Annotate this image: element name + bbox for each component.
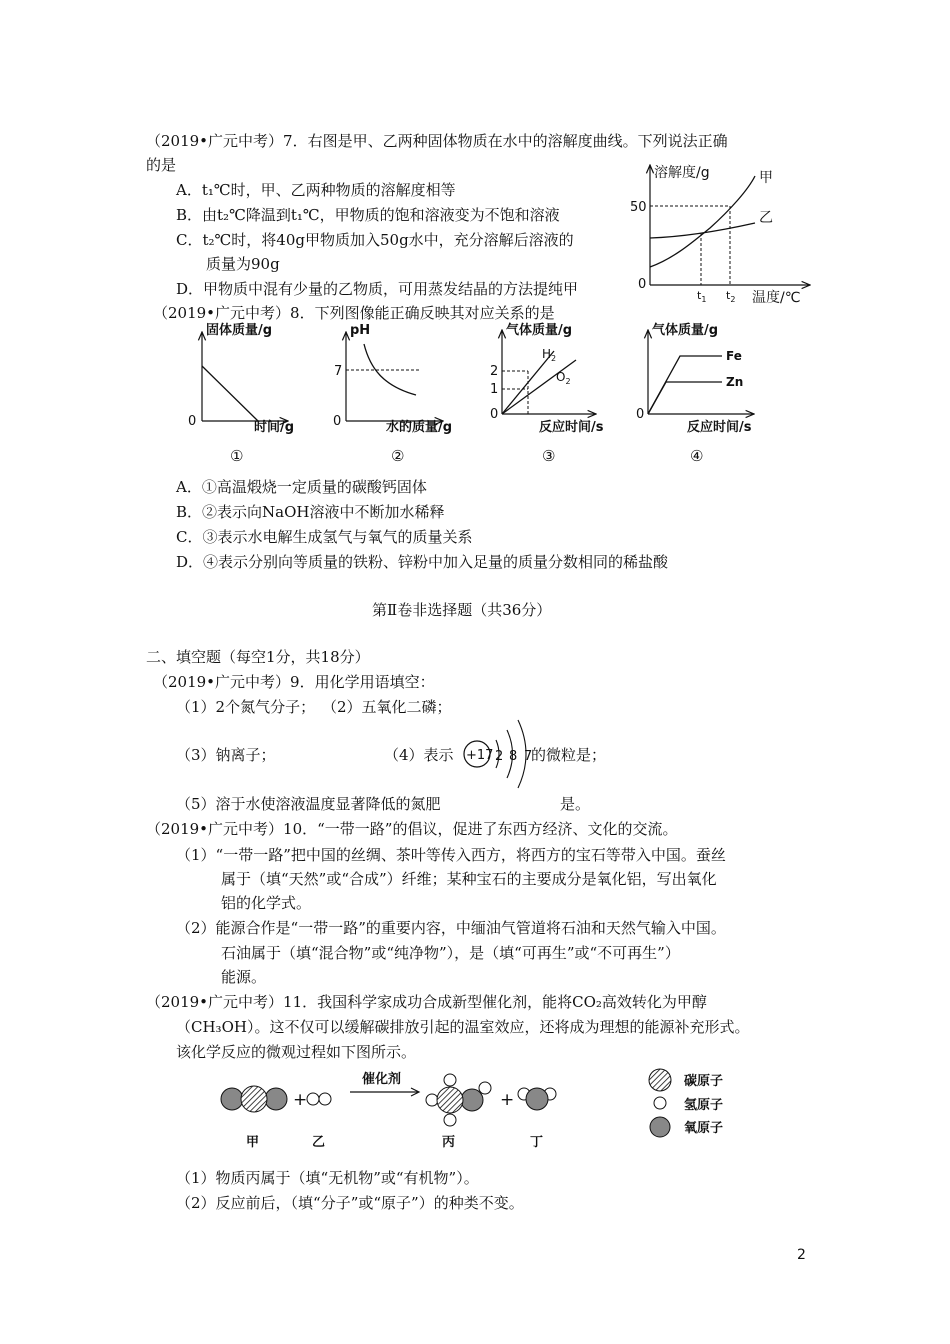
q8-option-b: B．②表示向NaOH溶液中不断加水稀释 — [176, 503, 445, 521]
graph-1 — [168, 318, 308, 468]
graph-3-number: ③ — [542, 447, 556, 465]
section-title: 第Ⅱ卷非选择题（共36分） — [372, 601, 552, 619]
q9-part5-end: 是。 — [560, 795, 591, 813]
q11-part2: （2）反应前后，（填“分子”或“原子”）的种类不变。 — [176, 1194, 524, 1212]
graph-3-ylabel: 气体质量/g — [506, 323, 573, 338]
legend-oxygen: 氧原子 — [684, 1121, 724, 1136]
graph-3-o2-label: $O_2$ — [556, 370, 571, 386]
q10-part1-line1: （1）“一带一路”把中国的丝绸、茶叶等传入西方，将西方的宝石等带入中国。蚕丝 — [176, 846, 726, 864]
y-axis-label: 溶解度/g — [654, 165, 710, 181]
section-heading: 二、填空题（每空1分，共18分） — [146, 648, 370, 666]
graph-1-line — [202, 366, 258, 421]
graph-1-number: ① — [230, 447, 244, 465]
graph-4-zn-line — [648, 382, 722, 414]
graph-3-tick2: 2 — [490, 364, 499, 379]
q8-stem: （2019•广元中考）8．下列图像能正确反映其对应关系的是 — [153, 304, 555, 322]
molecule-jia — [221, 1086, 287, 1112]
reaction-diagram — [210, 1066, 770, 1158]
q7-option-d: D．甲物质中混有少量的乙物质，可用蒸发结晶的方法提纯甲 — [176, 280, 579, 298]
shell-2-electrons: 8 — [509, 749, 518, 764]
q9-part4-prefix: （4）表示 — [384, 746, 454, 764]
q7-stem-line2: 的是 — [146, 156, 177, 174]
legend-carbon-swatch — [649, 1069, 671, 1091]
molecule-bing — [426, 1074, 491, 1126]
legend-hydrogen: 氢原子 — [684, 1098, 724, 1113]
label-bing: 丙 — [442, 1135, 456, 1150]
legend-oxygen-swatch — [650, 1117, 670, 1137]
graph-2-ylabel: pH — [350, 323, 371, 338]
q10-part1-line2: 属于（填“天然”或“合成”）纤维；某种宝石的主要成分是氧化铝，写出氧化 — [221, 870, 717, 888]
q8-option-c: C．③表示水电解生成氢气与氧气的质量关系 — [176, 528, 473, 546]
q7-stem-line1: （2019•广元中考）7．右图是甲、乙两种固体物质在水中的溶解度曲线。下列说法正确 — [146, 132, 728, 150]
graph-2-xlabel: 水的质量/g — [386, 420, 453, 435]
label-ding: 丁 — [530, 1135, 544, 1150]
x-tick-t2: $t_2$ — [726, 289, 736, 304]
shell-3-electrons: 7 — [524, 749, 533, 764]
graph-3-xlabel: 反应时间/s — [539, 420, 604, 435]
q9-part3: （3）钠离子； — [176, 746, 276, 764]
legend-carbon: 碳原子 — [684, 1074, 724, 1089]
x-tick-t1: $t_1$ — [697, 289, 707, 304]
molecule-yi — [307, 1093, 331, 1105]
q10-part2-line3: 能源。 — [221, 968, 267, 986]
catalyst-label: 催化剂 — [362, 1072, 402, 1087]
graph-4 — [632, 318, 772, 468]
plus-1: + — [293, 1090, 308, 1110]
graph-4-origin: 0 — [636, 407, 645, 422]
q11-stem-line3: 该化学反应的微观过程如下图所示。 — [176, 1043, 417, 1061]
graph-4-xlabel: 反应时间/s — [687, 420, 752, 435]
q10-stem: （2019•广元中考）10．“一带一路”的倡议，促进了东西方经济、文化的交流。 — [146, 820, 678, 838]
graph-3-o2-line — [502, 360, 576, 414]
graph-4-ylabel: 气体质量/g — [652, 323, 719, 338]
graph-2-number: ② — [391, 447, 405, 465]
q10-part2-line1: （2）能源合作是“一带一路”的重要内容，中缅油气管道将石油和天然气输入中国。 — [176, 919, 726, 937]
label-jia: 甲 — [246, 1135, 260, 1150]
graph-3-origin: 0 — [490, 407, 499, 422]
origin-label: 0 — [638, 277, 647, 292]
graph-2-origin: 0 — [333, 414, 342, 429]
graph-4-number: ④ — [690, 447, 704, 465]
q9-part2: （2）五氧化二磷； — [322, 698, 452, 716]
legend — [649, 1069, 723, 1137]
plus-2: + — [500, 1090, 515, 1110]
q9-stem: （2019•广元中考）9．用化学用语填空： — [153, 673, 435, 691]
x-axis-label: 温度/℃ — [752, 290, 801, 306]
atom-structure-diagram — [462, 716, 538, 796]
series-jia-label: 甲 — [759, 170, 773, 186]
q9-part4-suffix: 的微粒是； — [531, 746, 607, 764]
graph-2 — [328, 318, 468, 468]
series-jia-line — [650, 176, 755, 267]
graph-3 — [486, 318, 626, 468]
legend-hydrogen-swatch — [654, 1097, 666, 1109]
q11-part1: （1）物质丙属于（填“无机物”或“有机物”）。 — [176, 1169, 479, 1187]
q7-option-c-line1: C．t₂℃时，将40g甲物质加入50g水中，充分溶解后溶液的 — [176, 231, 574, 249]
nucleus-charge: +17 — [466, 748, 494, 763]
graph-1-origin: 0 — [188, 414, 197, 429]
solubility-chart — [620, 160, 820, 310]
q7-option-c-line2: 质量为90g — [206, 255, 280, 273]
q9-part1: （1）2个氮气分子； — [176, 698, 316, 716]
graph-3-h2-label: $H_2$ — [542, 347, 557, 363]
shell-1-electrons: 2 — [495, 749, 504, 764]
q10-part2-line2: 石油属于（填“混合物”或“纯净物”），是（填“可再生”或“不可再生”） — [221, 944, 680, 962]
q8-option-a: A．①高温煅烧一定质量的碳酸钙固体 — [176, 478, 427, 496]
series-yi-line — [650, 223, 755, 238]
graph-4-fe-line — [648, 356, 722, 414]
series-yi-label: 乙 — [759, 210, 773, 226]
q8-option-d: D．④表示分别向等质量的铁粉、锌粉中加入足量的质量分数相同的稀盐酸 — [176, 553, 669, 571]
graph-4-zn-label: Zn — [726, 375, 744, 389]
q10-part1-line3: 铝的化学式。 — [221, 894, 312, 912]
q11-stem-line1: （2019•广元中考）11．我国科学家成功合成新型催化剂，能将CO₂高效转化为甲醇 — [146, 993, 707, 1011]
graph-1-ylabel: 固体质量/g — [206, 323, 273, 338]
label-yi: 乙 — [312, 1135, 326, 1150]
q11-stem-line2: （CH₃OH）。这不仅可以缓解碳排放引起的温室效应，还将成为理想的能源补充形式。 — [176, 1018, 750, 1036]
page-number: 2 — [797, 1247, 806, 1263]
q7-option-a: A．t₁℃时，甲、乙两种物质的溶解度相等 — [176, 181, 456, 199]
graph-2-tick7: 7 — [334, 364, 343, 379]
y-tick-50: 50 — [630, 200, 647, 215]
graph-3-tick1: 1 — [490, 382, 499, 397]
graph-4-fe-label: Fe — [726, 349, 742, 363]
graph-1-xlabel: 时间/g — [254, 420, 295, 435]
q7-option-b: B．由t₂℃降温到t₁℃，甲物质的饱和溶液变为不饱和溶液 — [176, 206, 560, 224]
molecule-ding — [518, 1088, 556, 1110]
q9-part5: （5）溶于水使溶液温度显著降低的氮肥 — [176, 795, 441, 813]
